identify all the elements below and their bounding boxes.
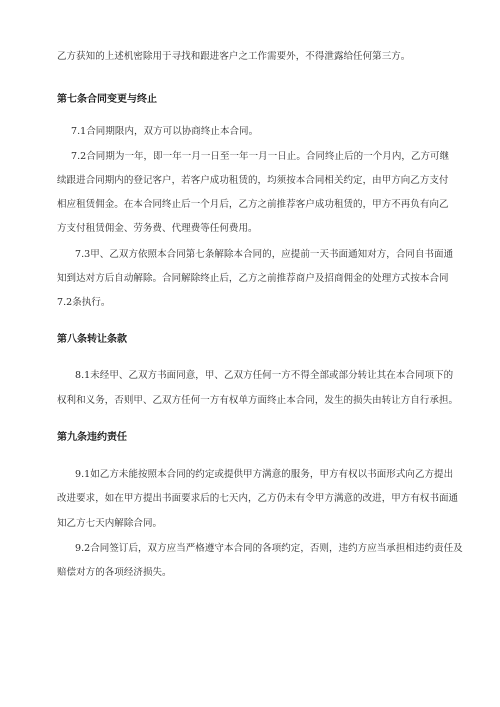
article-7-heading: 第七条合同变更与终止: [57, 94, 157, 105]
article-9-heading: 第九条违约责任: [57, 432, 127, 443]
clause-7-3-line-1: 7.3甲、乙双方依照本合同第七条解除本合同的，应提前一天书面通知对方，合同自书面通: [75, 249, 454, 260]
clause-7-3-line-3: 7.2条执行。: [57, 297, 111, 308]
intro-text: 乙方获知的上述机密除用于寻找和跟进客户之工作需要外，不得泄露给任何第三方。: [57, 51, 411, 62]
clause-7-2-line-4: 方支付租赁佣金、劳务费、代理费等任何费用。: [57, 223, 258, 234]
article-8-heading: 第八条转让条款: [57, 334, 127, 345]
clause-7-3-line-2: 知到达对方后自动解除。合同解除终止后，乙方之前推荐商户及招商佣金的处理方式按本合同: [57, 273, 449, 284]
clause-8-1-line-2: 权利和义务，否则甲、乙双方任何一方有权单方面终止本合同，发生的损失由转让方自行承担。: [57, 395, 459, 406]
clause-9-1-line-2: 改进要求，如在甲方提出书面要求后的七天内，乙方仍未有令甲方满意的改进，甲方有权书面通: [57, 493, 459, 504]
clause-7-2-line-2: 续跟进合同期内的登记客户，若客户成功租赁的，均须按本合同相关约定，由甲方向乙方支付: [57, 175, 449, 186]
clause-9-1-line-3: 知乙方七天内解除合同。: [57, 518, 163, 529]
clause-9-2-line-1: 9.2合同签订后，双方应当严格遵守本合同的各项约定，否则，违约方应当承担相违约责任及: [75, 543, 463, 554]
clause-7-2-line-3: 相应租赁佣金。在本合同终止后一个月后，乙方之前推荐客户成功租赁的，甲方不再负有向乙: [57, 199, 449, 210]
clause-7-1: 7.1合同期限内，双方可以协商终止本合同。: [71, 126, 259, 137]
clause-9-2-line-2: 赔偿对方的各项经济损失。: [57, 567, 172, 578]
clause-9-1-line-1: 9.1如乙方未能按照本合同的约定或提供甲方满意的服务，甲方有权以书面形式向乙方提出: [75, 469, 454, 480]
clause-8-1-line-1: 8.1未经甲、乙双方书面同意，甲、乙双方任何一方不得全部或部分转让其在本合同项下的: [75, 370, 454, 381]
clause-7-2-line-1: 7.2合同期为一年，即一年一月一日至一年一月一日止。合同终止后的一个月内，乙方可继: [71, 151, 450, 162]
